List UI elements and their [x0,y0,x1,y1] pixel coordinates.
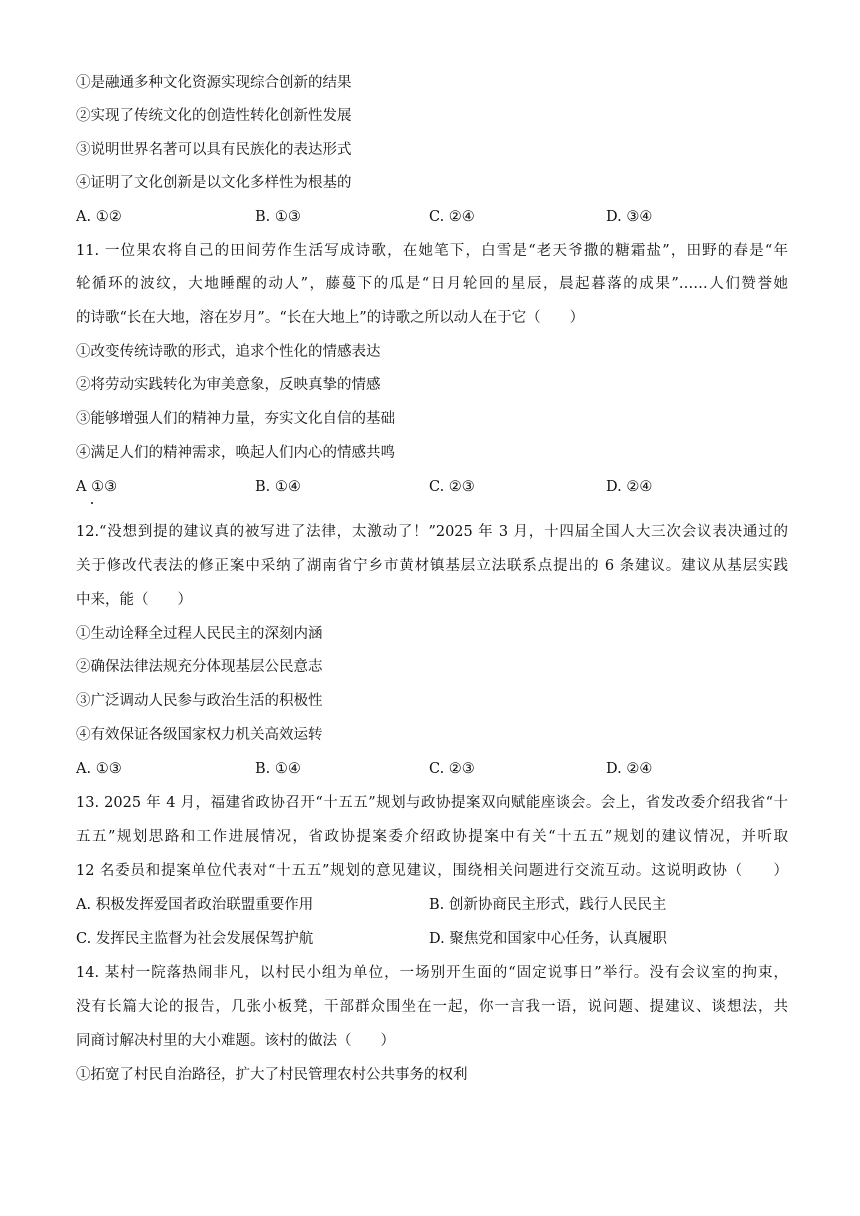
q10-option-a: A. ①② [76,209,122,225]
q11-option-c: C. ②③ [429,479,475,495]
q13-stem-line-3: 12 名委员和提案单位代表对“十五五”规划的意见建议，围绕相关问题进行交流互动。这说明政协（ ） [76,863,788,879]
q10-option-d: D. ③④ [606,209,653,225]
q12-option-c: C. ②③ [429,761,475,777]
q10-statement-1: ①是融通多种文化资源实现综合创新的结果 [76,75,352,91]
q12-option-b: B. ①④ [255,761,301,777]
q13-option-a: A. 积极发挥爱国者政治联盟重要作用 [76,897,314,913]
q12-statement-3: ③广泛调动人民参与政治生活的积极性 [76,693,323,709]
q13-option-d: D. 聚焦党和国家中心任务，认真履职 [429,931,667,947]
q11-option-a: A ①③ [76,479,118,495]
q12-statement-2: ②确保法律法规充分体现基层公民意志 [76,659,323,675]
q11-stem-line-2: 轮循环的波纹，大地睡醒的动人”，藤蔓下的瓜是“日月轮回的星辰，晨起暮落的成果”……人们赞誉她 [76,276,788,292]
q11-statement-1: ①改变传统诗歌的形式，追求个性化的情感表达 [76,344,381,360]
q12-statement-1: ①生动诠释全过程人民民主的深刻内涵 [76,626,323,642]
q12-option-d: D. ②④ [606,761,653,777]
q13-option-b: B. 创新协商民主形式，践行人民民主 [429,897,667,913]
q10-option-b: B. ①③ [255,209,301,225]
q12-stem-line-1: 12.“没想到提的建议真的被写进了法律，太激动了！”2025 年 3 月，十四届全国人大三次会议表决通过的 [76,524,788,540]
q10-option-c: C. ②④ [429,209,475,225]
q13-stem-line-1: 13. 2025 年 4 月，福建省政协召开“十五五”规划与政协提案双向赋能座谈会。会上，省发改委介绍我省“十 [76,795,788,811]
q10-statement-2: ②实现了传统文化的创造性转化创新性发展 [76,108,352,124]
q10-statement-3: ③说明世界名著可以具有民族化的表达形式 [76,142,352,158]
q13-stem-line-2: 五五”规划思路和工作进展情况，省政协提案委介绍政协提案中有关“十五五”规划的建议情况，并听取 [76,829,788,845]
q12-stem-line-2: 关于修改代表法的修正案中采纳了湖南省宁乡市黄材镇基层立法联系点提出的 6 条建议。建议从基层实践 [76,558,788,574]
q11-option-d: D. ②④ [606,479,653,495]
stray-dot-mark [91,502,93,504]
q11-statement-4: ④满足人们的精神需求，唤起人们内心的情感共鸣 [76,445,395,461]
q11-option-b: B. ①④ [255,479,301,495]
q11-statement-3: ③能够增强人们的精神力量，夯实文化自信的基础 [76,411,395,427]
q14-stem-line-1: 14. 某村一院落热闹非凡，以村民小组为单位，一场别开生面的“固定说事日”举行。没有会议室的拘束， [76,965,788,981]
q11-stem-line-1: 11. 一位果农将自己的田间劳作生活写成诗歌，在她笔下，白雪是“老天爷撒的糖霜盐”，田野的春是“年 [76,243,788,259]
q12-stem-line-3: 中来，能（ ） [76,592,192,608]
q14-stem-line-2: 没有长篇大论的报告，几张小板凳，干部群众围坐在一起，你一言我一语，说问题、提建议、谈想法，共 [76,999,788,1015]
q12-statement-4: ④有效保证各级国家权力机关高效运转 [76,727,323,743]
q14-statement-1: ①拓宽了村民自治路径，扩大了村民管理农村公共事务的权利 [76,1067,468,1083]
q14-stem-line-3: 同商讨解决村里的大小难题。该村的做法（ ） [76,1033,395,1049]
q13-option-c: C. 发挥民主监督为社会发展保驾护航 [76,931,314,947]
q12-option-a: A. ①③ [76,761,122,777]
q10-statement-4: ④证明了文化创新是以文化多样性为根基的 [76,175,352,191]
q11-statement-2: ②将劳动实践转化为审美意象，反映真挚的情感 [76,377,381,393]
q11-stem-line-3: 的诗歌“长在大地，溶在岁月”。“长在大地上”的诗歌之所以动人在于它（ ） [76,310,585,326]
